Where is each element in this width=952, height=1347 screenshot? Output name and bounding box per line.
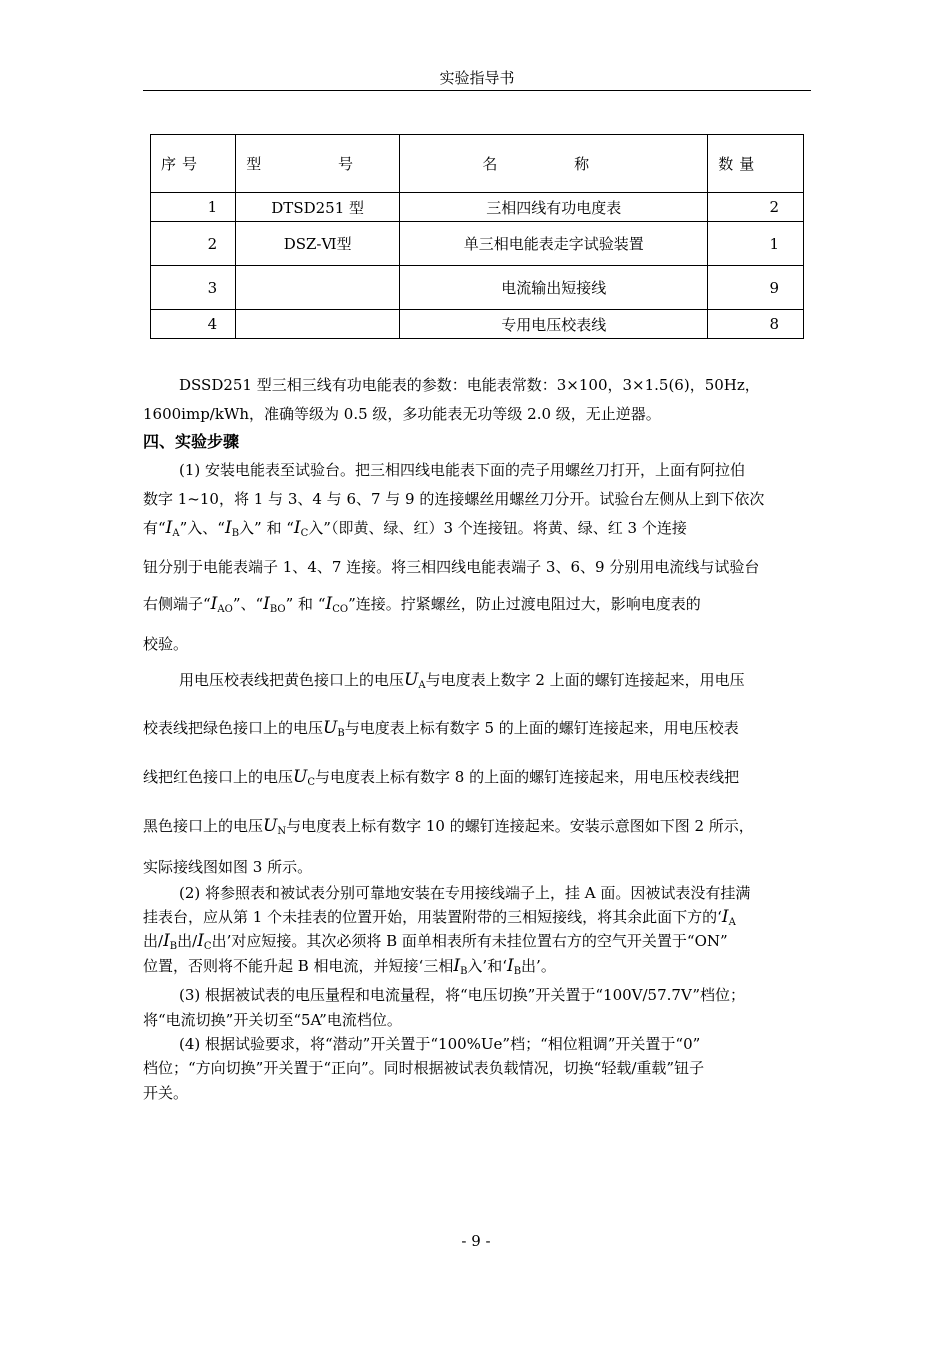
row-qty: 8	[708, 310, 804, 339]
step1-line: 右侧端子“$I_{AO}$”、“$I_{BO}$” 和 “$I_{CO}$”连接。拧紧螺丝，防止过渡电阻过大，影响电度表的	[143, 594, 701, 615]
col-index-header: 序号	[151, 135, 236, 193]
table-row	[151, 222, 804, 266]
row-index: 2	[151, 222, 236, 266]
table-row	[151, 193, 804, 222]
step1-line: 钮分别于电能表端子 1、4、7 连接。将三相四线电能表端子 3、6、9 分别用电流线与试验台	[143, 558, 760, 576]
row-index: 1	[151, 193, 236, 222]
row-name: 专用电压校表线	[400, 310, 708, 339]
row-model: DSZ-Ⅵ型	[236, 222, 400, 266]
table-row	[151, 310, 804, 339]
params-line-2: 1600imp/kWh，准确等级为 0.5 级，多功能表无功等级 2.0 级，无止逆器。	[143, 405, 661, 423]
step4-line: (4) 根据试验要求，将“潜动”开关置于“100%Ue”档；“相位粗调”开关置于“0”	[179, 1035, 701, 1053]
page-header: 实验指导书	[143, 66, 811, 91]
col-model-header: 型 号	[236, 135, 400, 193]
row-name: 三相四线有功电度表	[400, 193, 708, 222]
voltage-line: 黑色接口上的电压$U_N$与电度表上标有数字 10 的螺钉连接起来。安装示意图如下图 2 所示，	[143, 816, 754, 837]
step4-line: 档位；“方向切换”开关置于“正向”。同时根据被试表负载情况，切换“轻载/重载”钮子	[143, 1059, 705, 1077]
row-name: 单三相电能表走字试验装置	[400, 222, 708, 266]
col-name-header: 名 称	[400, 135, 708, 193]
step1-line: 有“$I_A$”入、“$I_B$入” 和 “$I_C$入”（即黄、绿、红）3 个连接钮。将黄、绿、红 3 个连接	[143, 518, 687, 539]
step2-line: 位置，否则将不能升起 B 相电流，并短接‘三相$I_B$入’和‘$I_B$出’。	[143, 956, 556, 977]
step3-line: 将“电流切换”开关切至“5A”电流档位。	[143, 1011, 402, 1029]
page-number: - 9 -	[461, 1232, 491, 1250]
row-model	[236, 310, 400, 339]
step4-line: 开关。	[143, 1084, 189, 1102]
params-line-1: DSSD251 型三相三线有功电能表的参数：电能表常数：3×100，3×1.5(6)，50Hz，	[179, 376, 760, 394]
voltage-line: 校表线把绿色接口上的电压$U_B$与电度表上标有数字 5 的上面的螺钉连接起来，用电压校表	[143, 718, 739, 739]
step1-line: (1) 安装电能表至试验台。把三相四线电能表下面的壳子用螺丝刀打开，上面有阿拉伯	[179, 461, 746, 479]
row-qty: 9	[708, 266, 804, 310]
row-model	[236, 266, 400, 310]
step2-line: 出$/I_B$出$/I_C$出’对应短接。其次必须将 B 面单相表所有未挂位置右方的空气开关置于“ON”	[143, 931, 728, 952]
voltage-line: 用电压校表线把黄色接口上的电压$U_A$与电度表上数字 2 上面的螺钉连接起来，用电压	[179, 670, 745, 691]
section-title: 四、实验步骤	[143, 432, 240, 451]
step1-line: 数字 1~10，将 1 与 3、4 与 6、7 与 9 的连接螺丝用螺丝刀分开。试验台左侧从上到下依次	[143, 490, 765, 508]
row-qty: 1	[708, 222, 804, 266]
row-name: 电流输出短接线	[400, 266, 708, 310]
row-index: 3	[151, 266, 236, 310]
row-model: DTSD251 型	[236, 193, 400, 222]
table-header-row	[151, 135, 804, 193]
voltage-line: 实际接线图如图 3 所示。	[143, 858, 313, 876]
step2-line: 挂表台，应从第 1 个未挂表的位置开始，用装置附带的三相短接线，将其余此面下方的‘$I_A$	[143, 907, 736, 928]
col-qty-header: 数量	[708, 135, 804, 193]
table-row	[151, 266, 804, 310]
voltage-line: 线把红色接口上的电压$U_C$与电度表上标有数字 8 的上面的螺钉连接起来，用电压校表线把	[143, 767, 740, 788]
step2-line: (2) 将参照表和被试表分别可靠地安装在专用接线端子上，挂 A 面。因被试表没有挂满	[179, 884, 751, 902]
step3-line: (3) 根据被试表的电压量程和电流量程，将“电压切换”开关置于“100V/57.7V”档位；	[179, 986, 745, 1004]
equipment-table	[150, 134, 804, 339]
step1-line: 校验。	[143, 635, 189, 653]
row-index: 4	[151, 310, 236, 339]
row-qty: 2	[708, 193, 804, 222]
